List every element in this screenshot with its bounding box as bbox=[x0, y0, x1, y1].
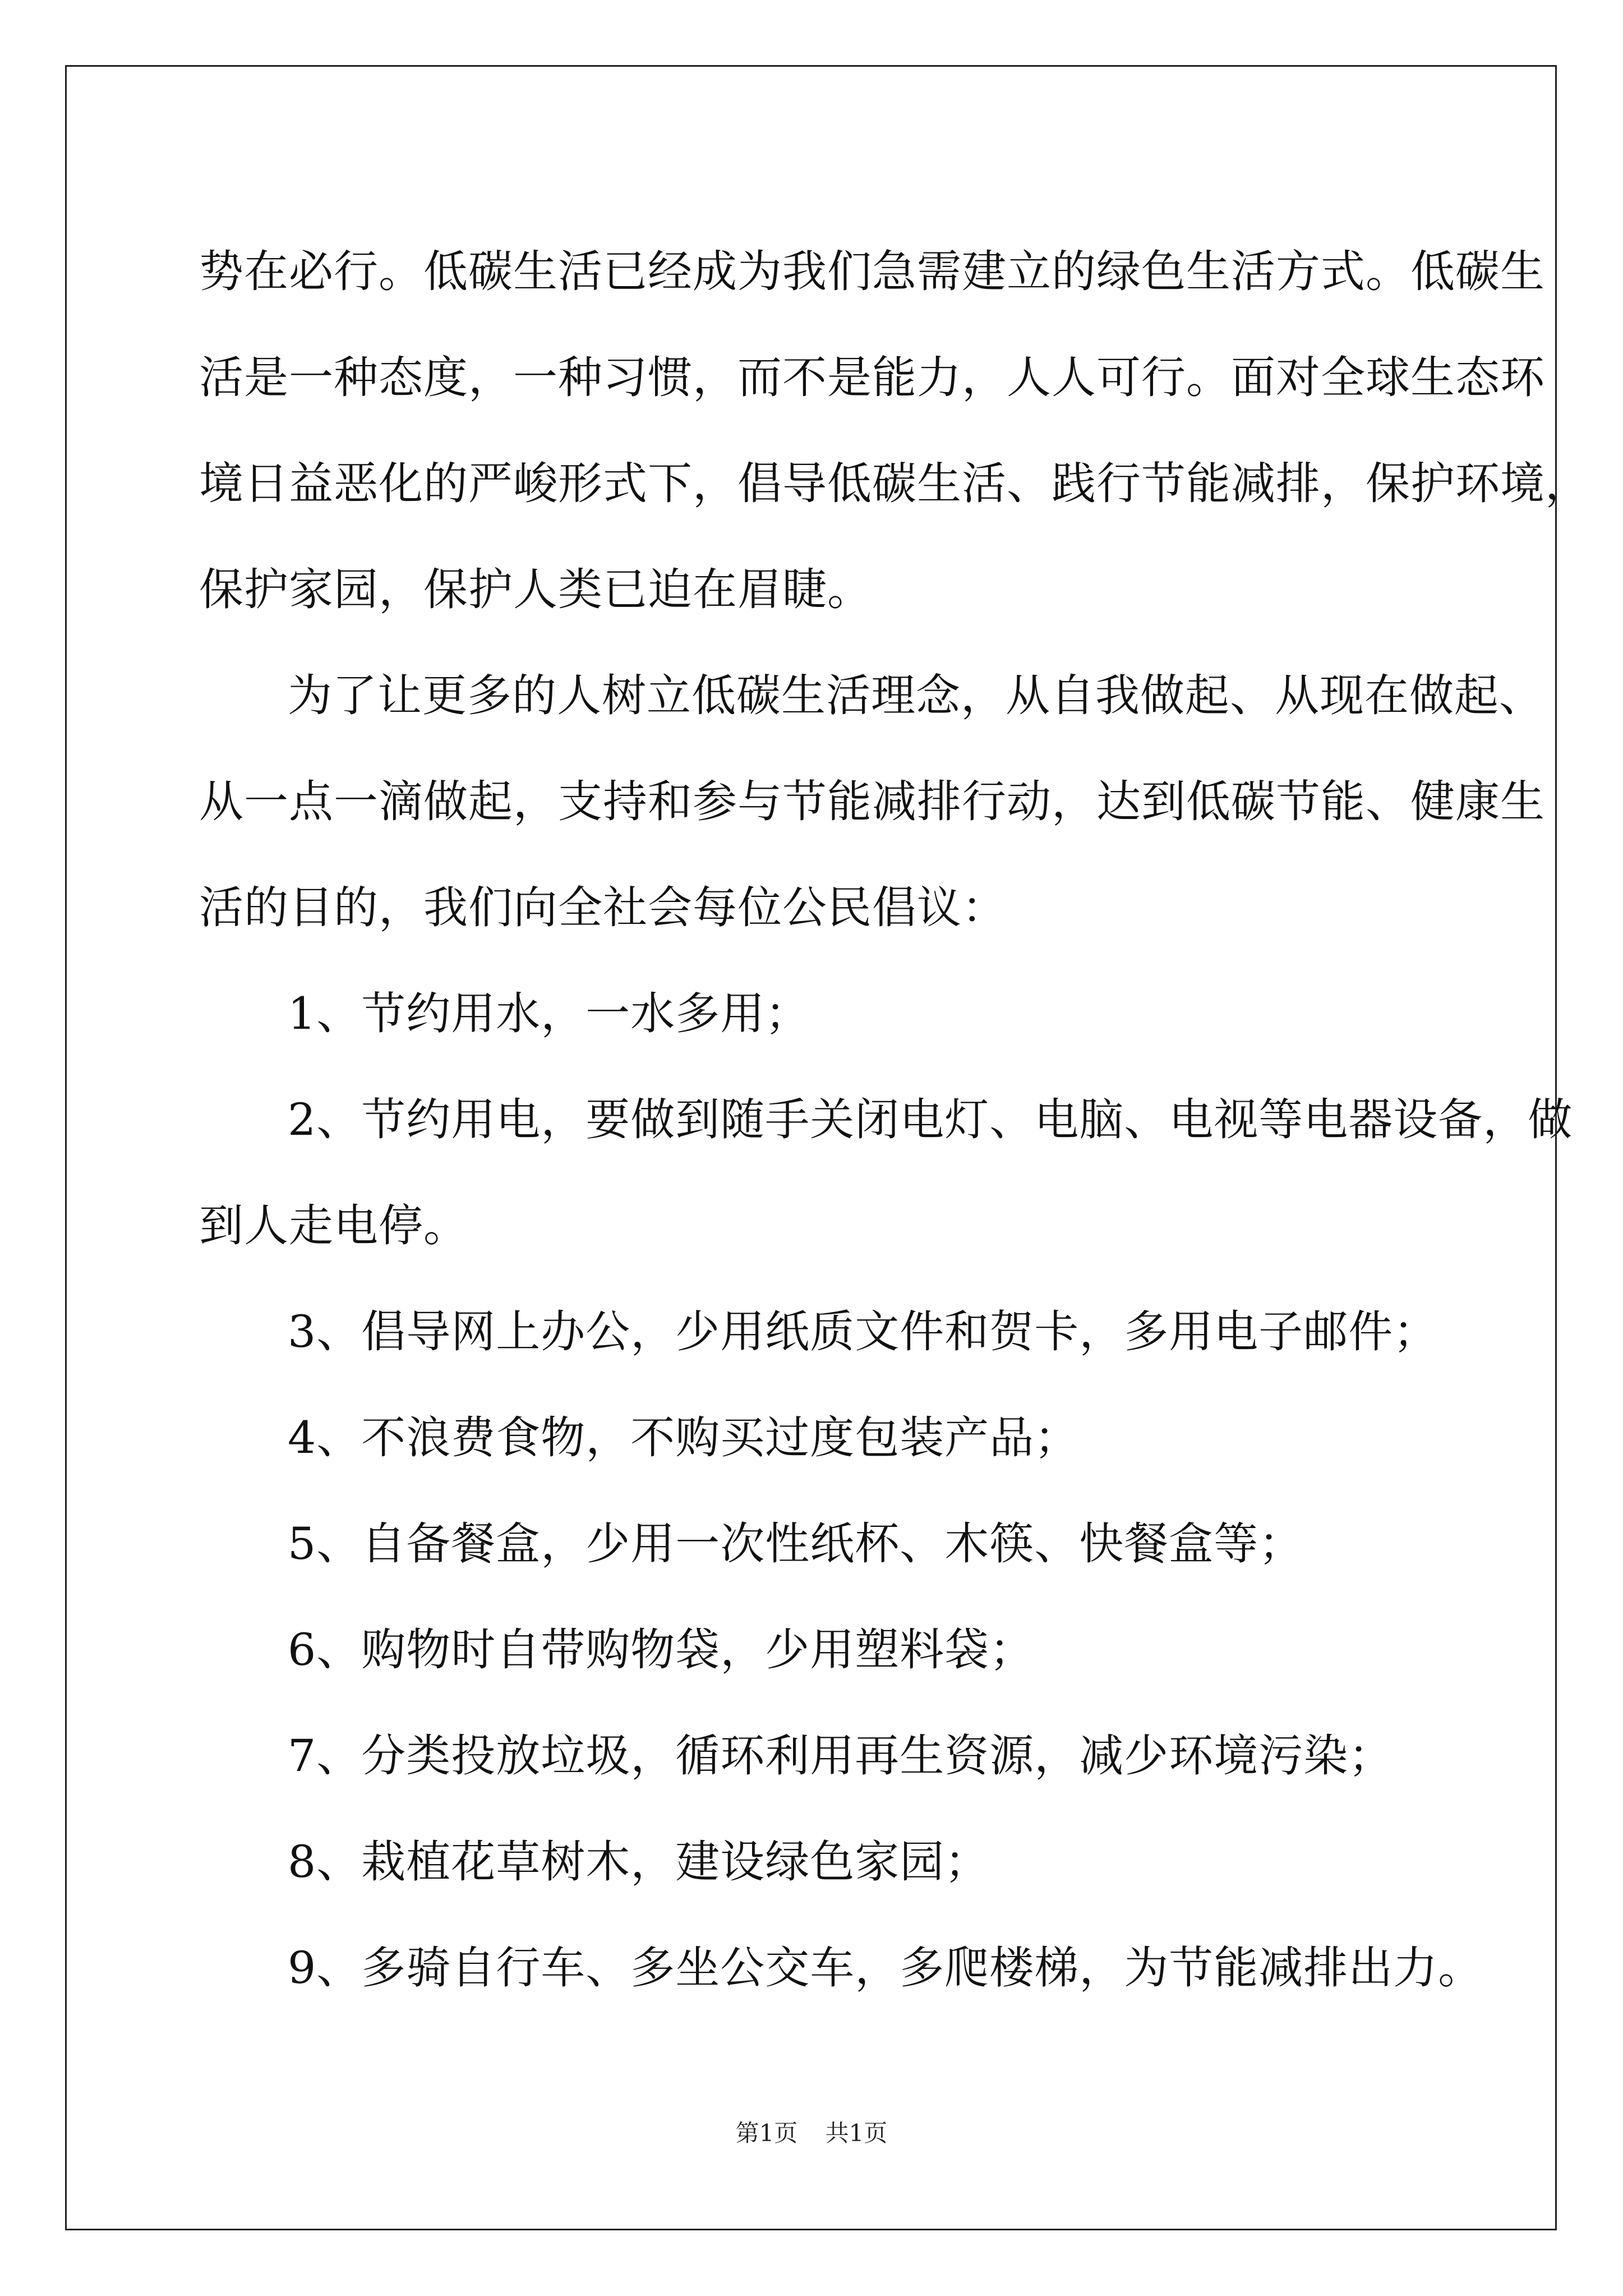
text-line: 势在必行。低碳生活已经成为我们急需建立的绿色生活方式。低碳生 bbox=[199, 246, 1545, 297]
list-item-1: 1、节约用水，一水多用； bbox=[288, 988, 810, 1039]
list-item-6: 6、购物时自带购物袋，少用塑料袋； bbox=[288, 1624, 1035, 1676]
list-item-2: 2、节约用电，要做到随手关闭电灯、电脑、电视等电器设备，做 bbox=[288, 1094, 1573, 1145]
document-body bbox=[199, 219, 1590, 2021]
list-item-3: 3、倡导网上办公，少用纸质文件和贺卡，多用电子邮件； bbox=[288, 1306, 1438, 1358]
page-total: 共1页 bbox=[825, 2119, 888, 2147]
text-line: 为了让更多的人树立低碳生活理念，从自我做起、从现在做起、 bbox=[288, 670, 1544, 721]
text-line: 活是一种态度，一种习惯，而不是能力，人人可行。面对全球生态环 bbox=[199, 352, 1545, 403]
list-item-2-continued: 到人走电停。 bbox=[199, 1200, 468, 1251]
text-line: 境日益恶化的严峻形式下，倡导低碳生活、践行节能减排，保护环境， bbox=[199, 458, 1590, 509]
list-item-9: 9、多骑自行车、多坐公交车，多爬楼梯，为节能减排出力。 bbox=[288, 1942, 1483, 1994]
paragraph-2 bbox=[199, 643, 1545, 961]
text-line: 保护家园，保护人类已迫在眉睫。 bbox=[199, 564, 872, 615]
text-line: 活的目的，我们向全社会每位公民倡议： bbox=[199, 882, 1007, 933]
list-item-8: 8、栽植花草树木，建设绿色家园； bbox=[288, 1836, 990, 1888]
page-footer bbox=[0, 2115, 1623, 2148]
paragraph-1 bbox=[199, 219, 1590, 643]
proposal-list bbox=[199, 961, 1573, 2021]
list-item-4: 4、不浪费食物，不购买过度包装产品； bbox=[288, 1412, 1080, 1464]
text-line: 从一点一滴做起，支持和参与节能减排行动，达到低碳节能、健康生 bbox=[199, 776, 1545, 827]
list-item-7: 7、分类投放垃圾，循环利用再生资源，减少环境污染； bbox=[288, 1730, 1394, 1782]
list-item-5: 5、自备餐盒，少用一次性纸杯、木筷、快餐盒等； bbox=[288, 1518, 1304, 1570]
page-number: 第1页 bbox=[735, 2119, 798, 2147]
